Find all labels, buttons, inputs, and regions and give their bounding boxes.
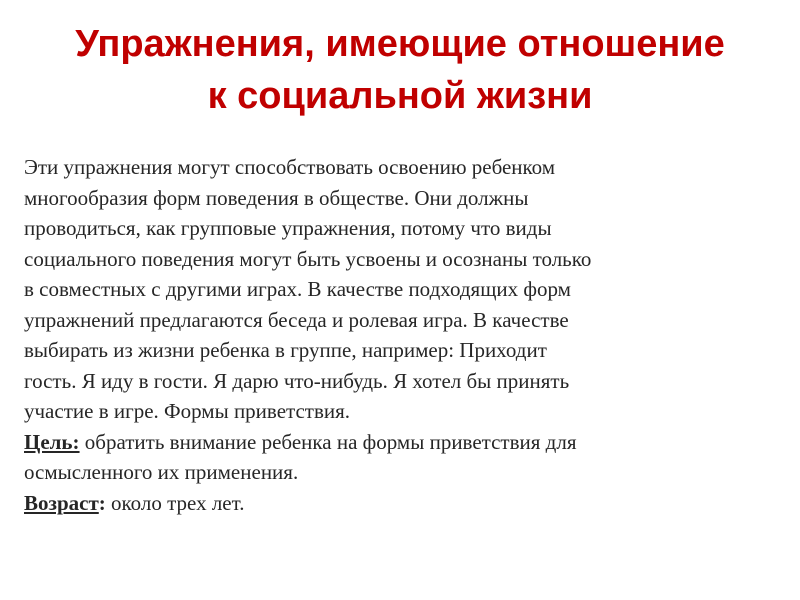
slide-title xyxy=(0,18,800,122)
age-label-colon: : xyxy=(98,490,106,515)
paragraph-line: участие в игре. Формы приветствия. xyxy=(24,399,351,423)
paragraph-line: выбирать из жизни ребенка в группе, например: Приходит xyxy=(24,338,547,362)
age-label: Возраст xyxy=(24,490,99,515)
age-line xyxy=(24,488,784,519)
paragraph-line: социального поведения могут быть усвоены и осознаны только xyxy=(24,246,592,271)
paragraph-line: Эти упражнения могут способствовать освоению ребенком xyxy=(24,155,556,179)
paragraph-line: проводиться, как групповые упражнения, потому что виды xyxy=(24,216,552,240)
goal-text: обратить внимание ребенка на формы приветствия для xyxy=(79,429,577,454)
paragraph-line: гость. Я иду в гости. Я дарю что-нибудь. Я хотел бы принять xyxy=(24,368,570,393)
goal-label: Цель: xyxy=(24,429,80,454)
paragraph-line: многообразия форм поведения в обществе. Они должны xyxy=(24,185,529,210)
paragraph-line: в совместных с другими играх. В качестве подходящих форм xyxy=(24,277,571,301)
goal-line-2: осмысленного их применения. xyxy=(24,460,299,484)
slide-title-line-2: к социальной жизни xyxy=(207,75,593,117)
paragraph-line: упражнений предлагаются беседа и ролевая игра. В качестве xyxy=(24,307,569,332)
slide-title-line-1: Упражнения, имеющие отношение xyxy=(75,23,725,65)
goal-line-1 xyxy=(24,427,784,458)
slide-body-text xyxy=(24,152,784,518)
age-text: около трех лет. xyxy=(105,490,245,515)
